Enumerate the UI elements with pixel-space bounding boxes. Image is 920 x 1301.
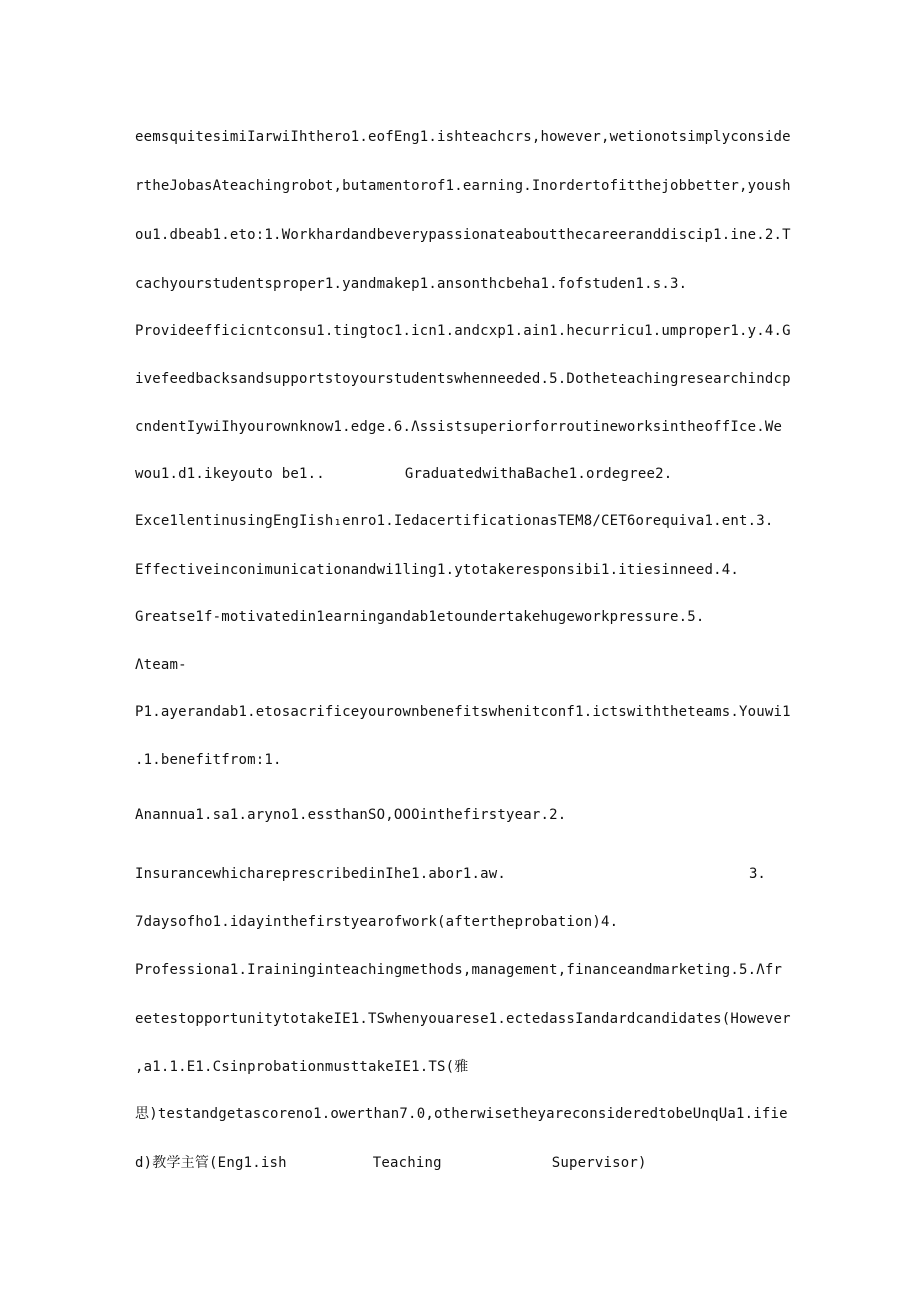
- text-line-split: [135, 1154, 785, 1172]
- text-line: eetestopportunitytotakeIE1.TSwhenyouarese1.ectedassIandardcandidates(However: [135, 1011, 791, 1027]
- list-number: 3.: [749, 866, 766, 882]
- text-line: ,a1.1.E1.CsinprobationmusttakeIE1.TS(雅: [135, 1059, 469, 1075]
- text-segment: Supervisor): [551, 1155, 647, 1171]
- text-line-split: [135, 465, 785, 483]
- text-line: eemsquitesimiIarwiIhthero1.eofEng1.ishteachcrs,however,wetionotsimplyconside: [135, 129, 791, 145]
- text-line: Professiona1.Iraininginteachingmethods,management,financeandmarketing.5.Λfr: [135, 962, 783, 978]
- text-line: 思)testandgetascoreno1.owerthan7.0,otherwisetheyareconsideredtobeUnqUa1.ifie: [135, 1106, 788, 1122]
- text-line: Greatse1f-motivatedin1earningandab1etoundertakehugeworkpressure.5.: [135, 609, 705, 625]
- text-line: Effectiveinconimunicationandwi1ling1.ytotakeresponsibi1.itiesinneed.4.: [135, 562, 740, 578]
- text-segment: GraduatedwithaBache1.ordegree2.: [404, 466, 673, 482]
- text-line: Anannua1.sa1.aryno1.essthanSO,OOOinthefirstyear.2.: [135, 807, 567, 823]
- text-line: P1.ayerandab1.etosacrificeyourownbenefitswhenitconf1.ictswiththeteams.Youwi1: [135, 704, 791, 720]
- text-line: ivefeedbacksandsupportstoyourstudentswhenneeded.5.Dotheteachingresearchindcp: [135, 371, 791, 387]
- text-line: InsurancewhichareprescribedinIhe1.abor1.aw.: [135, 866, 507, 882]
- text-line: cndentIywiIhyourownknow1.edge.6.ΛssistsuperiorforroutineworksintheoffIce.We: [135, 419, 783, 435]
- text-line: .1.benefitfrom:1.: [135, 752, 282, 768]
- text-line: 7daysofho1.idayinthefirstyearofwork(aftertheprobation)4.: [135, 914, 619, 930]
- text-segment: Teaching: [372, 1155, 442, 1171]
- text-line: Exce1lentinusingEngIish₁enro1.IedacertificationasTEM8/CET6orequiva1.ent.3.: [135, 513, 774, 529]
- text-line: Provideefficicntconsu1.tingtoc1.icn1.andcxp1.ain1.hecurricu1.umproper1.y.4.G: [135, 323, 791, 339]
- text-line: cachyourstudentsproper1.yandmakep1.ansonthcbeha1.fofstuden1.s.3.: [135, 276, 688, 292]
- text-segment: d)教学主管(Eng1.ish: [135, 1155, 287, 1171]
- text-line: rtheJobasAteachingrobot,butamentorof1.earning.Inordertofitthejobbetter,yoush: [135, 178, 791, 194]
- text-line: ou1.dbeab1.eto:1.Workhardandbeverypassionateaboutthecareeranddiscip1.ine.2.T: [135, 227, 791, 243]
- text-line: Λteam-: [135, 657, 187, 673]
- text-segment: wou1.d1.ikeyouto be1..: [135, 466, 325, 482]
